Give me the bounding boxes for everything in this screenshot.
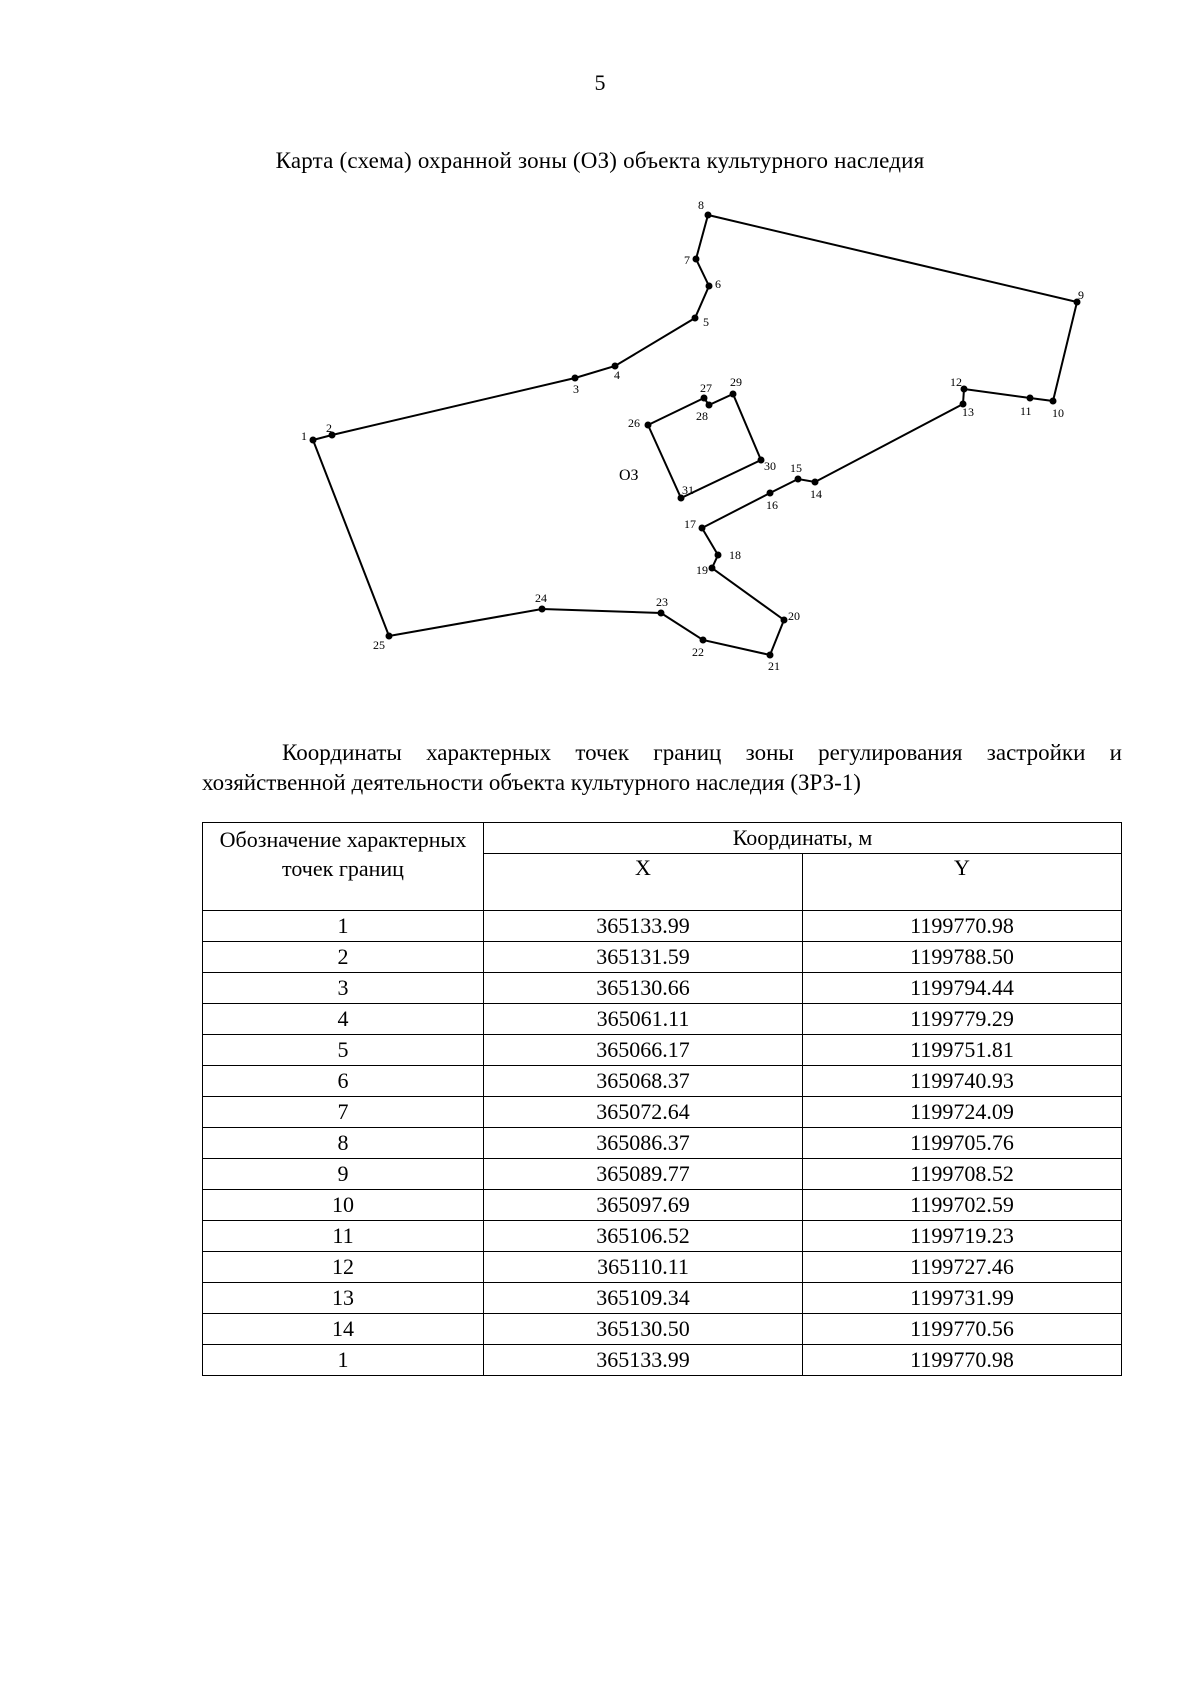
table-caption: Координаты характерных точек границ зоны регулирования застройки и хозяйственной деятельности объекта культурного наследия (ЗРЗ-1) <box>202 740 1122 795</box>
point-label: 14 <box>810 487 822 501</box>
y-cell: 1199702.59 <box>803 1190 1122 1221</box>
point-24 <box>539 606 546 613</box>
x-cell: 365086.37 <box>484 1128 803 1159</box>
point-label: 28 <box>696 409 708 423</box>
table-row <box>203 1159 1122 1190</box>
x-cell: 365109.34 <box>484 1283 803 1314</box>
point-16 <box>767 490 774 497</box>
point-27 <box>701 395 708 402</box>
point-label: 8 <box>698 198 704 212</box>
table-row <box>203 1314 1122 1345</box>
point-26 <box>645 422 652 429</box>
point-21 <box>767 652 774 659</box>
point-cell: 5 <box>203 1035 484 1066</box>
point-cell: 6 <box>203 1066 484 1097</box>
x-cell: 365133.99 <box>484 1345 803 1376</box>
point-cell: 4 <box>203 1004 484 1035</box>
table-row <box>203 973 1122 1004</box>
point-14 <box>812 479 819 486</box>
point-cell: 1 <box>203 1345 484 1376</box>
point-cell: 1 <box>203 911 484 942</box>
point-11 <box>1027 395 1034 402</box>
point-label: 15 <box>790 461 802 475</box>
point-label: 27 <box>700 381 712 395</box>
point-8 <box>705 212 712 219</box>
point-label: 22 <box>692 645 704 659</box>
x-cell: 365089.77 <box>484 1159 803 1190</box>
table-row <box>203 1128 1122 1159</box>
point-label: 25 <box>373 638 385 652</box>
y-cell: 1199724.09 <box>803 1097 1122 1128</box>
point-label: 20 <box>788 609 800 623</box>
y-cell: 1199788.50 <box>803 942 1122 973</box>
point-cell: 9 <box>203 1159 484 1190</box>
y-cell: 1199719.23 <box>803 1221 1122 1252</box>
point-15 <box>795 476 802 483</box>
table-row <box>203 1345 1122 1376</box>
point-designation-header: Обозначение характерных точек границ <box>203 823 484 911</box>
point-label: 30 <box>764 459 776 473</box>
point-label: 2 <box>326 421 332 435</box>
boundary-points <box>310 212 1081 659</box>
y-header: Y <box>803 854 1122 911</box>
x-header: X <box>484 854 803 911</box>
point-label: 16 <box>766 498 778 512</box>
point-cell: 3 <box>203 973 484 1004</box>
point-label: 9 <box>1078 288 1084 302</box>
point-25 <box>386 633 393 640</box>
x-cell: 365066.17 <box>484 1035 803 1066</box>
point-label: 11 <box>1020 404 1032 418</box>
point-label: 17 <box>684 517 696 531</box>
point-5 <box>692 315 699 322</box>
y-cell: 1199770.98 <box>803 1345 1122 1376</box>
table-row <box>203 1066 1122 1097</box>
point-label: 24 <box>535 591 547 605</box>
x-cell: 365133.99 <box>484 911 803 942</box>
point-label: 13 <box>962 405 974 419</box>
x-cell: 365131.59 <box>484 942 803 973</box>
page-number: 5 <box>594 70 606 95</box>
point-19 <box>709 565 716 572</box>
point-29 <box>730 391 737 398</box>
point-6 <box>706 283 713 290</box>
point-28 <box>706 402 713 409</box>
x-cell: 365110.11 <box>484 1252 803 1283</box>
point-label: 18 <box>729 548 741 562</box>
x-cell: 365061.11 <box>484 1004 803 1035</box>
y-cell: 1199740.93 <box>803 1066 1122 1097</box>
point-label: 29 <box>730 375 742 389</box>
point-label: 6 <box>715 277 721 291</box>
point-labels <box>301 198 1084 673</box>
point-10 <box>1050 398 1057 405</box>
point-cell: 12 <box>203 1252 484 1283</box>
table-row <box>203 1252 1122 1283</box>
map-title: Карта (схема) охранной зоны (ОЗ) объекта культурного наследия <box>275 148 925 173</box>
table-row <box>203 1221 1122 1252</box>
y-cell: 1199770.98 <box>803 911 1122 942</box>
y-cell: 1199708.52 <box>803 1159 1122 1190</box>
point-label: 26 <box>628 416 640 430</box>
zone-label-oz: ОЗ <box>619 467 639 484</box>
point-cell: 8 <box>203 1128 484 1159</box>
table-row <box>203 1004 1122 1035</box>
point-label: 31 <box>682 483 694 497</box>
y-cell: 1199794.44 <box>803 973 1122 1004</box>
coordinates-table <box>202 822 1122 1376</box>
point-label: 5 <box>703 315 709 329</box>
point-label: 21 <box>768 659 780 673</box>
x-cell: 365130.50 <box>484 1314 803 1345</box>
point-18 <box>715 552 722 559</box>
x-cell: 365097.69 <box>484 1190 803 1221</box>
table-row <box>203 1190 1122 1221</box>
point-cell: 14 <box>203 1314 484 1345</box>
table-row <box>203 1035 1122 1066</box>
point-23 <box>658 610 665 617</box>
table-row <box>203 1097 1122 1128</box>
point-cell: 11 <box>203 1221 484 1252</box>
protection-zone-map <box>0 0 1200 700</box>
point-label: 7 <box>684 253 690 267</box>
x-cell: 365130.66 <box>484 973 803 1004</box>
point-3 <box>572 375 579 382</box>
point-label: 3 <box>573 382 579 396</box>
point-22 <box>700 637 707 644</box>
x-cell: 365072.64 <box>484 1097 803 1128</box>
table-row <box>203 1283 1122 1314</box>
point-label: 1 <box>301 429 307 443</box>
point-17 <box>699 525 706 532</box>
point-cell: 13 <box>203 1283 484 1314</box>
x-cell: 365068.37 <box>484 1066 803 1097</box>
point-label: 19 <box>696 563 708 577</box>
outer-boundary-line <box>313 215 1077 655</box>
y-cell: 1199731.99 <box>803 1283 1122 1314</box>
point-1 <box>310 437 317 444</box>
point-cell: 10 <box>203 1190 484 1221</box>
y-cell: 1199705.76 <box>803 1128 1122 1159</box>
y-cell: 1199770.56 <box>803 1314 1122 1345</box>
y-cell: 1199779.29 <box>803 1004 1122 1035</box>
point-20 <box>781 617 788 624</box>
coordinates-header: Координаты, м <box>484 823 1122 854</box>
y-cell: 1199727.46 <box>803 1252 1122 1283</box>
point-label: 12 <box>950 375 962 389</box>
y-cell: 1199751.81 <box>803 1035 1122 1066</box>
x-cell: 365106.52 <box>484 1221 803 1252</box>
point-cell: 7 <box>203 1097 484 1128</box>
table-row <box>203 942 1122 973</box>
point-7 <box>693 256 700 263</box>
point-label: 10 <box>1052 406 1064 420</box>
point-label: 4 <box>614 368 620 382</box>
point-label: 23 <box>656 595 668 609</box>
table-row <box>203 911 1122 942</box>
point-cell: 2 <box>203 942 484 973</box>
